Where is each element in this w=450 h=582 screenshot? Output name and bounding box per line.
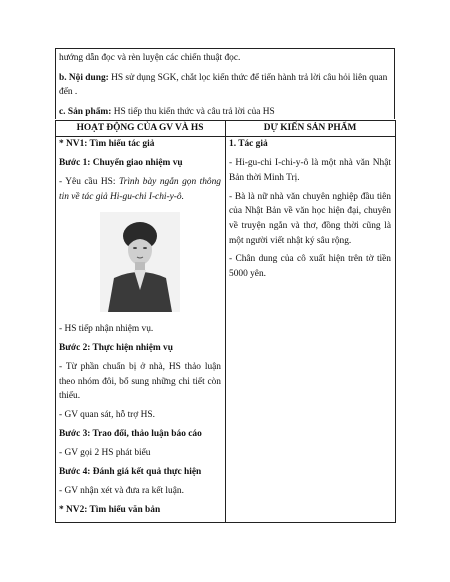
activities-cell <box>56 137 226 522</box>
step2-heading: Bước 2: Thực hiện nhiệm vụ <box>59 343 173 354</box>
step1-heading: Bước 1: Chuyển giao nhiệm vụ <box>59 158 183 169</box>
author-heading: 1. Tác giả <box>229 139 268 150</box>
step4-heading: Bước 4: Đánh giá kết quả thực hiện <box>59 466 202 477</box>
content-paragraph <box>59 71 390 100</box>
table-header-row <box>56 121 396 137</box>
step3-text: - GV gọi 2 HS phát biểu <box>59 447 151 458</box>
header-activities: HOẠT ĐỘNG CỦA GV VÀ HS <box>56 121 226 137</box>
step2-gv-text: - GV quan sát, hỗ trợ HS. <box>59 410 155 421</box>
nv1-heading: * NV1: Tìm hiểu tác giả <box>59 139 155 150</box>
author-portrait-image <box>100 212 180 312</box>
product-text: HS tiếp thu kiến thức và câu trả lời của HS <box>111 106 275 117</box>
intro-block <box>55 48 395 119</box>
step2-text: - Từ phần chuẩn bị ở nhà, HS thảo luận theo nhóm đôi, bổ sung những chi tiết còn thiếu. <box>59 362 221 402</box>
intro-line: hướng dẫn đọc và rèn luyện các chiến thuật đọc. <box>59 53 241 63</box>
step3-heading: Bước 3: Trao đổi, thảo luận báo cáo <box>59 429 202 440</box>
product-label: c. Sản phẩm: <box>59 106 112 117</box>
products-cell <box>226 137 396 522</box>
document-page <box>55 48 395 523</box>
activity-table <box>55 120 396 522</box>
step4-text: - GV nhận xét và đưa ra kết luận. <box>59 485 184 496</box>
header-products: DỰ KIẾN SẢN PHẨM <box>226 121 396 137</box>
nv2-heading: * NV2: Tìm hiểu văn bản <box>59 504 161 515</box>
product-paragraph <box>59 105 390 120</box>
content-label: b. Nội dung: <box>59 72 109 83</box>
author-paragraph-2: - Bà là nữ nhà văn chuyên nghiệp đầu tiên của Nhật Bản về văn học hiện đại, chuyên về truyện ngắn và thơ, đồng thời cũng là một người viết nhật ký sâu rộng. <box>229 191 391 246</box>
author-paragraph-3: - Chân dung của cô xuất hiện trên tờ tiền 5000 yên. <box>229 254 391 280</box>
step1-text: - Yêu cầu HS: Trình bày ngắn gọn thông tin về tác giả Hi-gu-chi I-chi-y-ô. <box>59 177 221 202</box>
receive-text: - HS tiếp nhận nhiệm vụ. <box>59 324 154 335</box>
author-paragraph-1: - Hi-gu-chi I-chi-y-ô là một nhà văn Nhật Bản thời Minh Trị. <box>229 158 391 183</box>
table-row <box>56 137 396 522</box>
content-text: HS sử dụng SGK, chắt lọc kiến thức để tiến hành trả lời câu hỏi liên quan đến . <box>59 72 388 98</box>
